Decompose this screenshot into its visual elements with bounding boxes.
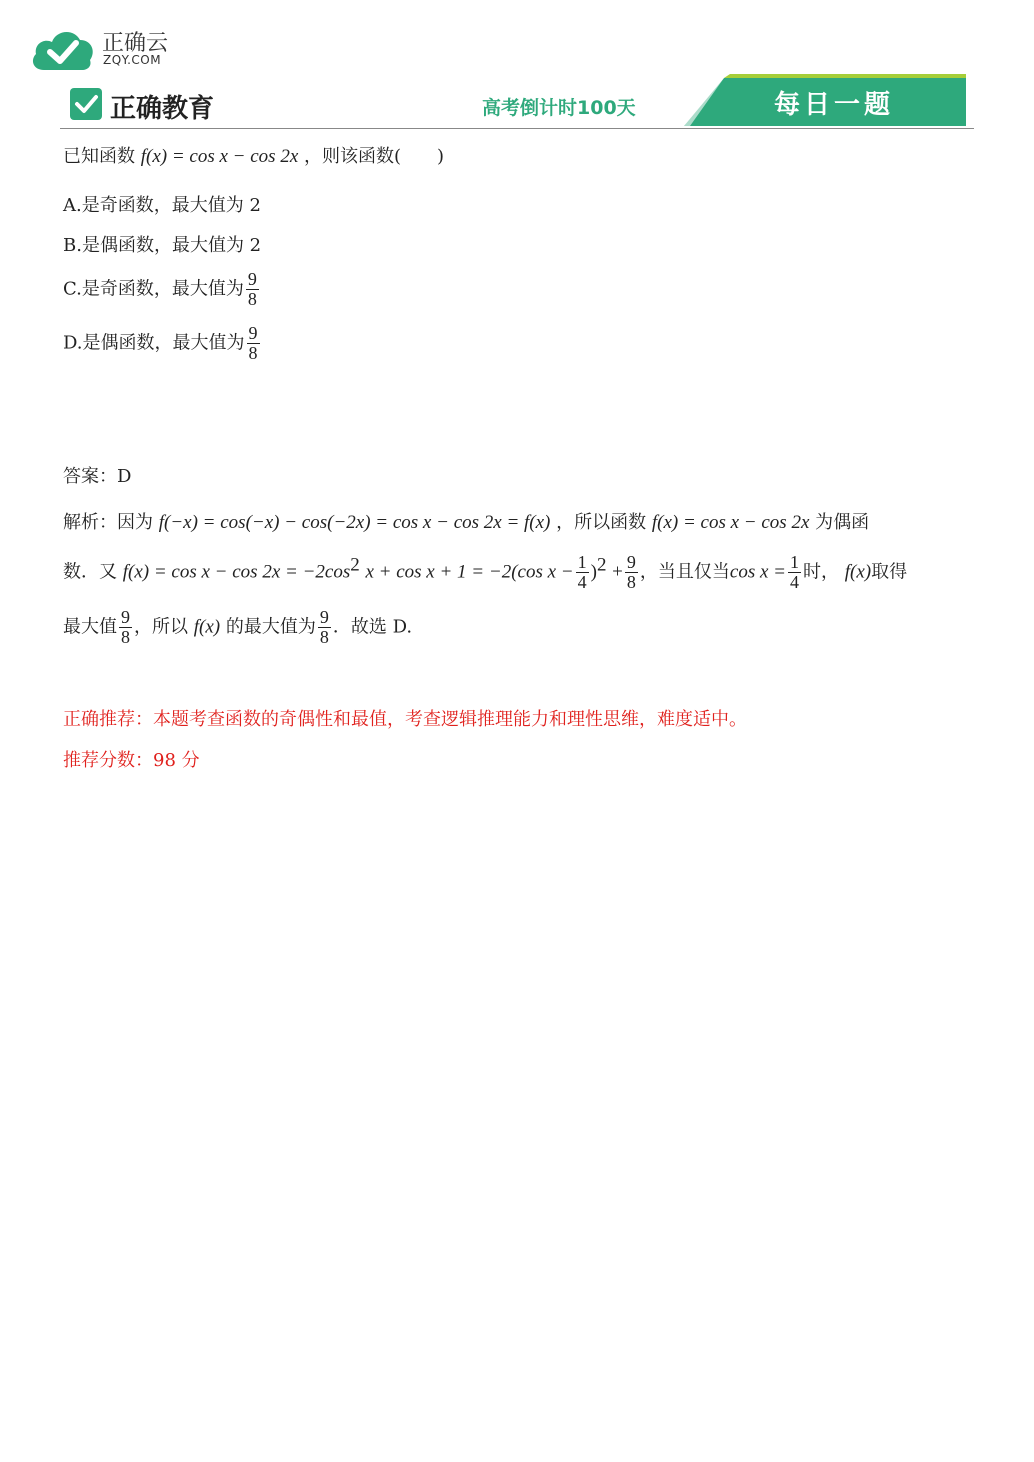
zqy-logo — [30, 22, 210, 74]
question-stem: 已知函数 f(x) = cos x − cos 2x ，则该函数( ) — [63, 146, 445, 167]
fraction: $\frac{1}{4}$ — [789, 552, 799, 592]
recommend-score: 推荐分数：98 分 — [63, 750, 200, 771]
header-divider — [60, 128, 974, 129]
option-b: B.是偶函数，最大值为 2 — [63, 235, 262, 256]
option-c: C.是奇函数，最大值为 $\frac{9}{8}$ — [63, 269, 257, 309]
fraction: $\frac{9}{8}$ — [248, 323, 258, 363]
edu-title: 正确教育 — [110, 94, 215, 124]
fraction: $\frac{9}{8}$ — [319, 607, 329, 647]
answer-line: 答案：D — [63, 466, 132, 487]
daily-question-banner — [684, 74, 966, 128]
fraction: $\frac{1}{4}$ — [577, 552, 587, 592]
banner-title: 每日一题 — [774, 90, 895, 120]
stem-formula: f(x) = cos x − cos 2x — [140, 146, 299, 167]
option-a: A.是奇函数，最大值为 2 — [63, 195, 261, 216]
fraction: $\frac{9}{8}$ — [121, 607, 130, 647]
analysis-line-1: 解析：因为 f(−x) = cos(−x) − cos(−2x) = cos x − cos 2x = f(x) ，所以函数 f(x) = cos x − cos 2x 为偶函 — [63, 512, 870, 533]
analysis-line-3: 最大值 $\frac{9}{8}$ ，所以 f(x) 的最大值为 $\frac{9}{8}$ ．故选 D. — [63, 607, 413, 647]
brand-name-cn: 正确云 — [102, 31, 169, 56]
cloud-check-icon — [30, 26, 96, 72]
brand-name-en: ZQY.COM — [103, 53, 162, 67]
fraction: $\frac{9}{8}$ — [626, 552, 636, 592]
check-box-icon — [70, 88, 102, 120]
recommend-comment: 正确推荐：本题考查函数的奇偶性和最值，考查逻辑推理能力和理性思维，难度适中。 — [63, 709, 747, 730]
analysis-line-2: 数．又 $f(x) = \cos x - \cos 2x = -2\cos^2$ x + cos x + 1 = −2(cos x − $\frac{1}{4}$ )$^2$ + $\frac{9}{8}$ ，当且仅当cos x = $\frac{1}{4}$ 时， f(x)取得 — [63, 552, 908, 592]
option-d: D.是偶函数，最大值为 $\frac{9}{8}$ — [63, 323, 258, 363]
countdown-label: 高考倒计时100天 — [482, 97, 636, 119]
fraction: $\frac{9}{8}$ — [247, 269, 257, 309]
